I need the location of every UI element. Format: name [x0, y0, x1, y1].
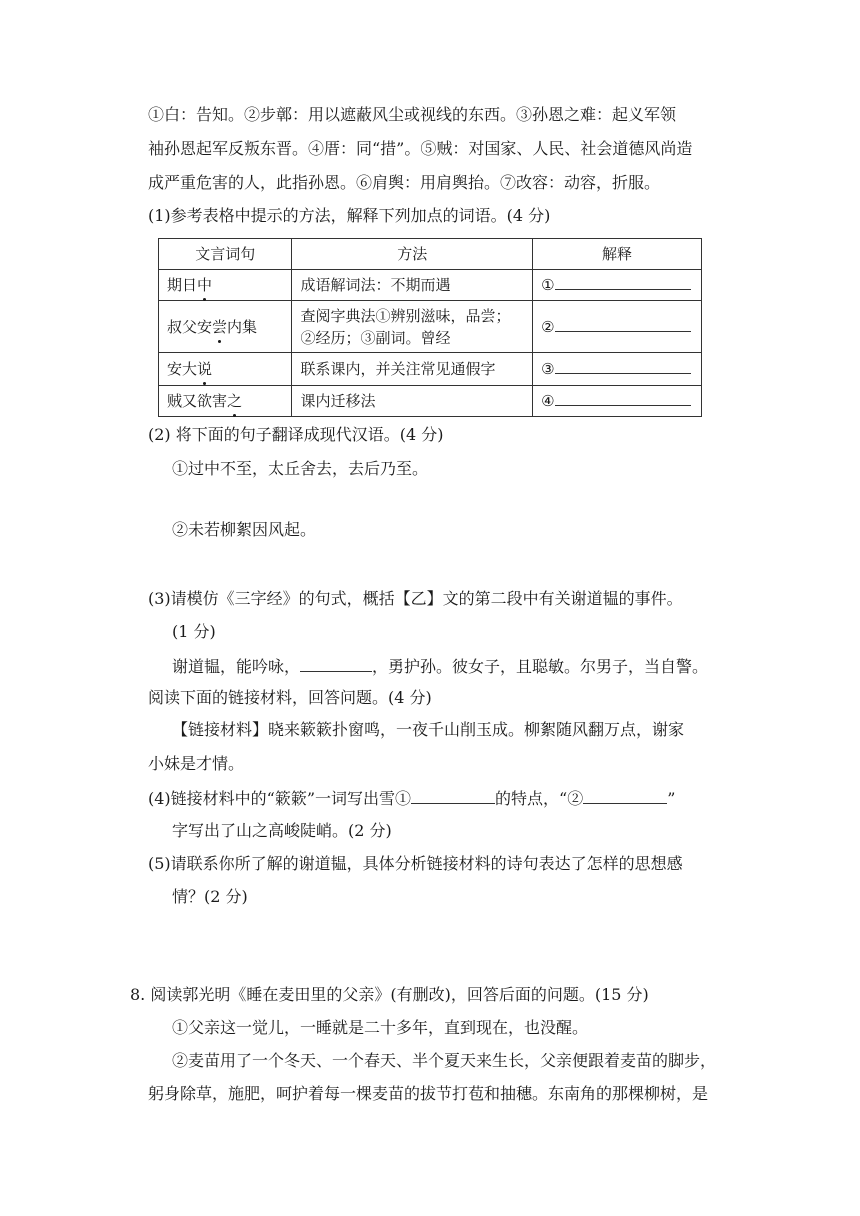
link-material-line-1: 【链接材料】晓来簌簌扑窗鸣，一夜千山削玉成。柳絮随风翻万点，谢家: [172, 720, 685, 739]
q3-read-prompt: 阅读下面的链接材料，回答问题。(4 分): [148, 688, 432, 707]
table-header: 方法: [292, 239, 533, 270]
table-row: [159, 353, 702, 386]
q2-prompt: (2) 将下面的句子翻译成现代汉语。(4 分): [148, 425, 444, 444]
answer-cell[interactable]: ③: [533, 353, 702, 386]
phrase-cell: 期日中: [159, 270, 292, 301]
answer-cell[interactable]: ②: [533, 301, 702, 353]
table-header: 文言词句: [159, 239, 292, 270]
vocab-table: [158, 238, 702, 417]
q4-blank-2[interactable]: [583, 787, 667, 804]
q1-prompt: (1)参考表格中提示的方法，解释下列加点的词语。(4 分): [148, 206, 551, 225]
q2-sentence-2: ②未若柳絮因风起。: [172, 520, 317, 539]
phrase-cell: 叔父安尝内集: [159, 301, 292, 353]
q8-paragraph-1: ①父亲这一觉儿，一睡就是二十多年，直到现在，也没醒。: [172, 1018, 589, 1037]
q5-line-1: (5)请联系你所了解的谢道韫，具体分析链接材料的诗句表达了怎样的思想感: [148, 854, 683, 873]
answer-cell[interactable]: ④: [533, 386, 702, 417]
dotted-char: 之: [227, 392, 243, 410]
note-line-1: ①白：告知。②步鄣：用以遮蔽风尘或视线的东西。③孙恩之难：起义军领: [148, 105, 677, 124]
answer-blank[interactable]: [555, 390, 691, 406]
q3-prompt: (3)请模仿《三字经》的句式，概括【乙】文的第二段中有关谢道韫的事件。: [148, 589, 683, 608]
q8-paragraph-2-line-1: ②麦苗用了一个冬天、一个春天、半个夏天来生长，父亲便跟着麦苗的脚步，: [172, 1051, 717, 1070]
table-row: [159, 386, 702, 417]
q4-line-1: (4)链接材料中的“簌簌”一词写出雪① 的特点，“② ”: [148, 789, 676, 808]
q3-fill-blank[interactable]: [300, 655, 372, 672]
q3-verse: 谢道韫，能吟咏， ，勇护孙。彼女子，且聪敏。尔男子，当自警。: [172, 657, 709, 676]
dotted-char: 尝: [212, 317, 228, 336]
table-header-row: [159, 239, 702, 270]
answer-blank[interactable]: [555, 274, 691, 290]
q3-points: (1 分): [172, 622, 216, 641]
link-material-line-2: 小妹是才情。: [148, 754, 245, 773]
q5-line-2: 情？(2 分): [172, 887, 248, 906]
q8-paragraph-2-line-2: 躬身除草，施肥，呵护着每一棵麦苗的拔节打苞和抽穗。东南角的那棵柳树，是: [148, 1084, 709, 1103]
method-cell: 查阅字典法①辨别滋味，品尝；②经历；③副词。曾经: [292, 301, 533, 353]
table-row: [159, 301, 702, 353]
method-cell: 成语解词法：不期而遇: [292, 270, 533, 301]
q4-blank-1[interactable]: [411, 787, 495, 804]
dotted-char: 中: [197, 276, 213, 294]
answer-cell[interactable]: ①: [533, 270, 702, 301]
q2-sentence-1: ①过中不至，太丘舍去，去后乃至。: [172, 459, 429, 478]
note-line-3: 成严重危害的人，此指孙恩。⑥肩舆：用肩舆抬。⑦改容：动容，折服。: [148, 173, 661, 192]
answer-blank[interactable]: [555, 316, 691, 332]
q4-line-2: 字写出了山之高峻陡峭。(2 分): [172, 821, 392, 840]
table-row: [159, 270, 702, 301]
answer-blank[interactable]: [555, 358, 691, 374]
phrase-cell: 安大说: [159, 353, 292, 386]
note-line-2: 袖孙恩起军反叛东晋。④厝：同“措”。⑤贼：对国家、人民、社会道德风尚造: [148, 139, 693, 158]
q8-title: 8. 阅读郭光明《睡在麦田里的父亲》(有删改)，回答后面的问题。(15 分): [130, 985, 649, 1004]
phrase-cell: 贼又欲害之: [159, 386, 292, 417]
table-header: 解释: [533, 239, 702, 270]
method-cell: 课内迁移法: [292, 386, 533, 417]
dotted-char: 说: [197, 360, 213, 378]
method-cell: 联系课内，并关注常见通假字: [292, 353, 533, 386]
